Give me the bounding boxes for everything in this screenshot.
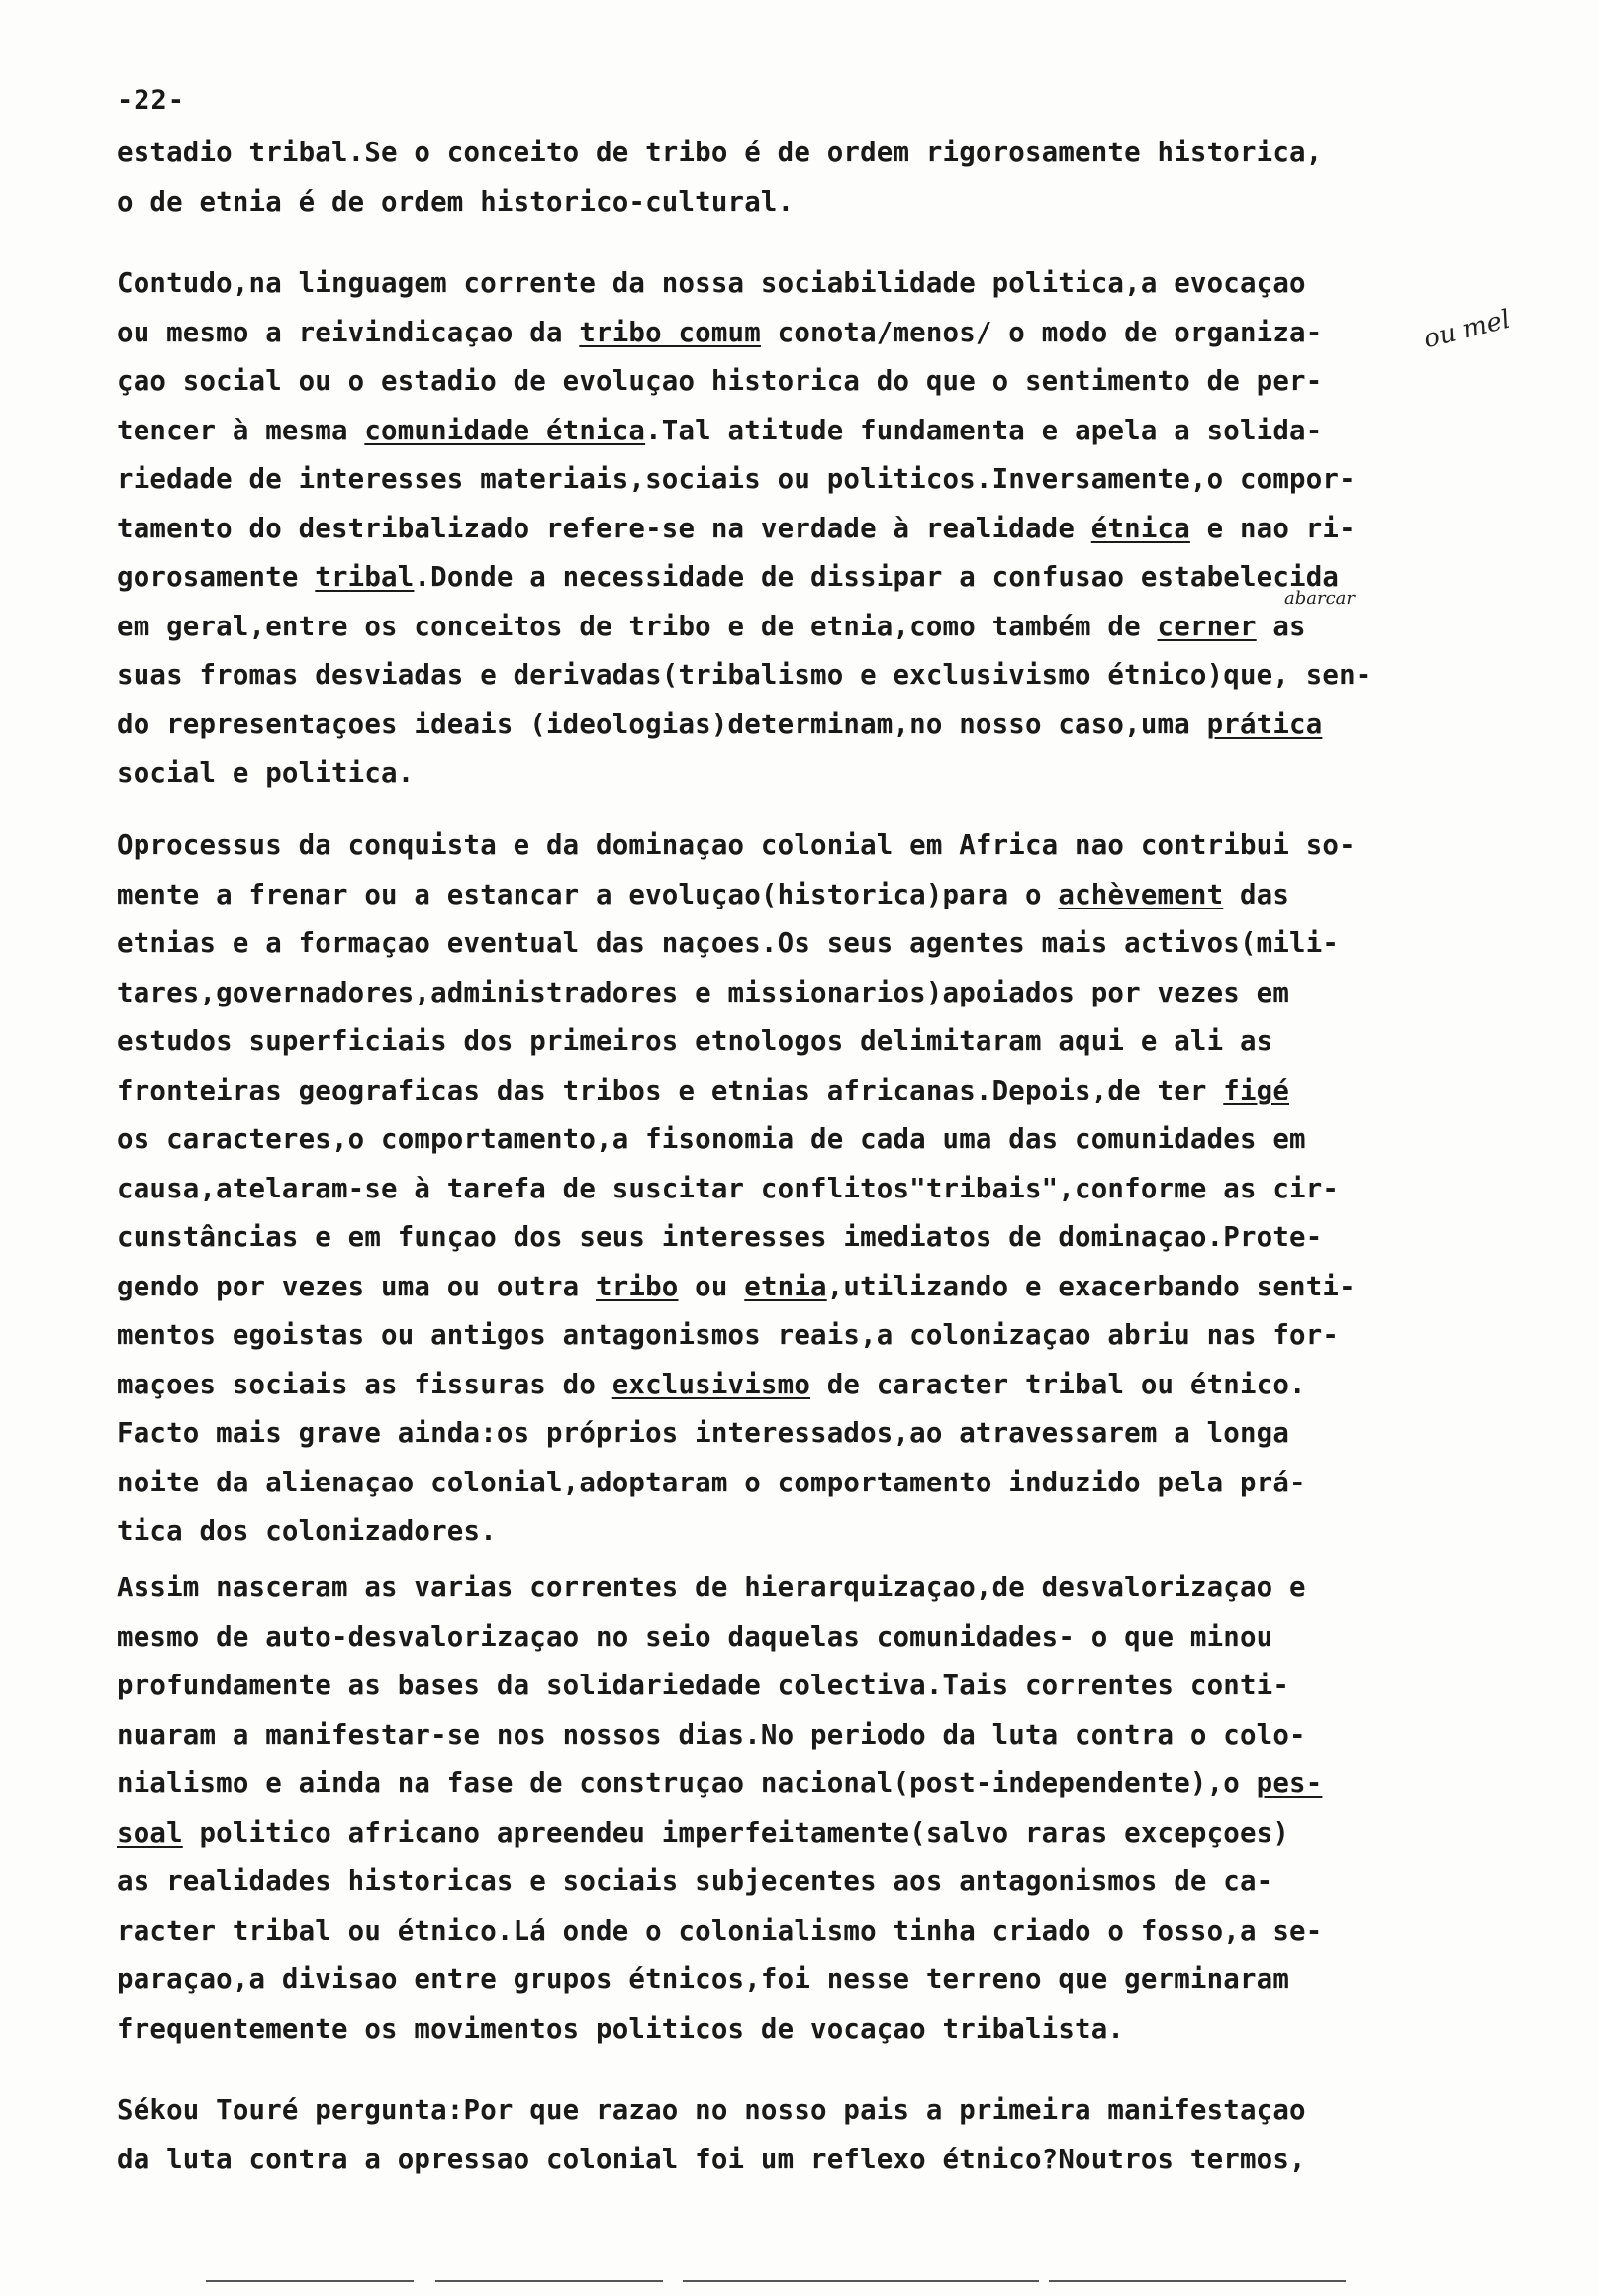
text-line — [117, 651, 1512, 701]
text-segment: social e politica. — [117, 758, 415, 789]
text-segment: .Donde a necessidade de dissipar a confusao estabelecida — [414, 562, 1340, 593]
page-number: -22- — [117, 85, 186, 116]
text-line — [117, 1213, 1512, 1263]
margin-handwritten-note: ou mel — [1420, 304, 1514, 355]
text-segment: tencer à mesma — [117, 415, 365, 446]
paragraph-2 — [117, 259, 1512, 799]
text-line — [117, 1858, 1512, 1907]
text-line — [117, 407, 1512, 456]
text-segment: paraçao,a divisao entre grupos étnicos,foi nesse terreno que germinaram — [117, 1964, 1290, 1995]
text-line — [117, 178, 1512, 228]
interlinear-handwritten-note: abarcar — [1284, 588, 1356, 609]
text-line — [117, 749, 1512, 799]
text-line — [117, 1409, 1512, 1459]
paragraph-3 — [117, 821, 1512, 1557]
text-line — [117, 2005, 1512, 2055]
text-segment: nialismo e ainda na fase de construçao nacional(post-independente),o — [117, 1769, 1257, 1799]
text-line — [117, 259, 1512, 309]
text-line — [117, 1017, 1512, 1067]
underlined-term: pes- — [1256, 1769, 1323, 1799]
text-segment: ou — [678, 1271, 745, 1302]
paragraph-1 — [117, 129, 1512, 227]
text-segment: gorosamente — [117, 562, 316, 593]
text-segment: da luta contra a opressao colonial foi um reflexo étnico?Noutros termos, — [117, 2144, 1306, 2175]
text-segment: ou mesmo a reivindicaçao da — [117, 317, 580, 348]
text-segment: e nao ri- — [1189, 513, 1356, 544]
text-segment: .Tal atitude fundamenta e apela a solida- — [645, 415, 1323, 446]
text-line — [117, 1165, 1512, 1214]
text-line — [117, 2086, 1512, 2136]
underlined-term: tribo comum — [579, 317, 761, 348]
text-segment: tares,governadores,administradores e missionarios)apoiados por vezes em — [117, 977, 1290, 1008]
text-segment: tamento do destribalizado refere-se na verdade à realidade — [117, 513, 1091, 544]
text-line — [117, 1907, 1512, 1957]
text-segment: as realidades historicas e sociais subjecentes aos antagonismos de ca- — [117, 1866, 1273, 1897]
text-segment: politico africano apreendeu imperfeitamente(salvo raras excepçoes) — [182, 1817, 1290, 1849]
text-segment: ,utilizando e exacerbando senti- — [826, 1271, 1356, 1302]
text-line — [117, 1507, 1512, 1557]
text-line — [117, 1263, 1512, 1312]
text-segment: profundamente as bases da solidariedade colectiva.Tais correntes conti- — [117, 1671, 1290, 1701]
text-segment: etnias e a formaçao eventual das naçoes.Os seus agentes mais activos(mili- — [117, 928, 1340, 959]
text-segment: riedade de interesses materiais,sociais ou politicos.Inversamente,o compor- — [117, 464, 1356, 495]
underlined-term: soal — [117, 1817, 183, 1849]
text-line — [117, 969, 1512, 1018]
underlined-term: achèvement — [1058, 879, 1224, 910]
text-line — [117, 1361, 1512, 1410]
footer-rule — [1049, 2280, 1346, 2282]
footer-rule — [435, 2280, 663, 2282]
text-segment: o de etnia é de ordem historico-cultural. — [117, 186, 795, 218]
text-line — [117, 1311, 1512, 1361]
text-segment: estudos superficiais dos primeiros etnologos delimitaram aqui e ali as — [117, 1026, 1273, 1057]
text-line — [117, 1564, 1512, 1613]
text-segment: maçoes sociais as fissuras do — [117, 1369, 612, 1400]
text-segment: frequentemente os movimentos politicos de vocaçao tribalista. — [117, 2013, 1125, 2045]
text-segment: as — [1256, 611, 1306, 642]
text-segment: das — [1223, 879, 1290, 910]
text-line — [117, 1956, 1512, 2005]
text-line — [117, 821, 1512, 871]
text-line — [117, 2136, 1512, 2185]
text-segment: suas fromas desviadas e derivadas(tribalismo e exclusivismo étnico)que, sen- — [117, 660, 1372, 691]
text-segment: conota/menos/ o modo de organiza- — [760, 317, 1323, 348]
text-segment: gendo por vezes uma ou outra — [117, 1271, 597, 1302]
underlined-term: tribal — [315, 562, 415, 593]
text-segment: os caracteres,o comportamento,a fisonomia de cada uma das comunidades em — [117, 1124, 1306, 1155]
text-segment: de caracter tribal ou étnico. — [810, 1369, 1306, 1400]
underlined-term: comunidade étnica — [364, 415, 646, 446]
text-segment: çao social ou o estadio de evoluçao historica do que o sentimento de per- — [117, 366, 1323, 397]
footer-rule — [206, 2280, 414, 2282]
text-line — [117, 1459, 1512, 1508]
underlined-term: cerner — [1157, 611, 1257, 642]
text-segment: nuaram a manifestar-se nos nossos dias.No periodo da luta contra o colo- — [117, 1719, 1306, 1751]
underlined-term: figé — [1223, 1075, 1290, 1106]
text-line — [117, 505, 1512, 554]
text-line — [117, 919, 1512, 969]
paragraph-4 — [117, 1564, 1512, 2054]
text-segment: Assim nasceram as varias correntes de hierarquizaçao,de desvalorizaçao e — [117, 1573, 1306, 1603]
text-line — [117, 1760, 1512, 1809]
text-line — [117, 701, 1512, 750]
text-line — [117, 871, 1512, 920]
text-segment: racter tribal ou étnico.Lá onde o colonialismo tinha criado o fosso,a se- — [117, 1915, 1323, 1947]
text-segment: Facto mais grave ainda:os próprios interessados,ao atravessarem a longa — [117, 1418, 1290, 1449]
text-segment: mente a frenar ou a estancar a evoluçao(historica)para o — [117, 879, 1059, 910]
text-line — [117, 1067, 1512, 1116]
underlined-term: etnia — [744, 1271, 827, 1302]
text-segment: mentos egoistas ou antigos antagonismos reais,a colonizaçao abriu nas for- — [117, 1320, 1340, 1351]
underlined-term: tribo — [596, 1271, 679, 1302]
underlined-term: prática — [1206, 709, 1323, 740]
text-line — [117, 357, 1512, 407]
text-line — [117, 1613, 1512, 1663]
text-line — [117, 603, 1512, 652]
text-segment: mesmo de auto-desvalorizaçao no seio daquelas comunidades- o que minou — [117, 1621, 1273, 1653]
underlined-term: étnica — [1090, 513, 1190, 544]
paragraph-5 — [117, 2086, 1512, 2184]
text-segment: estadio tribal.Se o conceito de tribo é de ordem rigorosamente historica, — [117, 138, 1323, 168]
text-segment: cunstâncias e em funçao dos seus interesses imediatos de dominaçao.Prote- — [117, 1222, 1323, 1253]
text-line — [117, 1809, 1512, 1859]
text-segment: noite da alienaçao colonial,adoptaram o comportamento induzido pela prá- — [117, 1467, 1306, 1498]
text-segment: fronteiras geograficas das tribos e etnias africanas.Depois,de ter — [117, 1075, 1224, 1106]
text-segment: Contudo,na linguagem corrente da nossa sociabilidade politica,a evocaçao — [117, 268, 1306, 299]
text-segment: do representaçoes ideais (ideologias)determinam,no nosso caso,uma — [117, 709, 1207, 740]
text-line — [117, 1115, 1512, 1165]
text-segment: causa,atelaram-se à tarefa de suscitar conflitos"tribais",conforme as cir- — [117, 1173, 1340, 1204]
text-line — [117, 309, 1512, 358]
text-segment: Oprocessus da conquista e da dominaçao colonial em Africa nao contribui so- — [117, 830, 1356, 861]
text-segment: em geral,entre os conceitos de tribo e de etnia,como também de — [117, 611, 1158, 642]
text-line — [117, 129, 1512, 178]
text-line — [117, 1711, 1512, 1761]
text-segment: Sékou Touré pergunta:Por que razao no nosso pais a primeira manifestaçao — [117, 2095, 1306, 2126]
underlined-term: exclusivismo — [611, 1369, 811, 1400]
text-segment: tica dos colonizadores. — [117, 1516, 497, 1547]
text-line — [117, 455, 1512, 505]
text-line — [117, 1662, 1512, 1711]
footer-rule — [683, 2280, 1039, 2282]
